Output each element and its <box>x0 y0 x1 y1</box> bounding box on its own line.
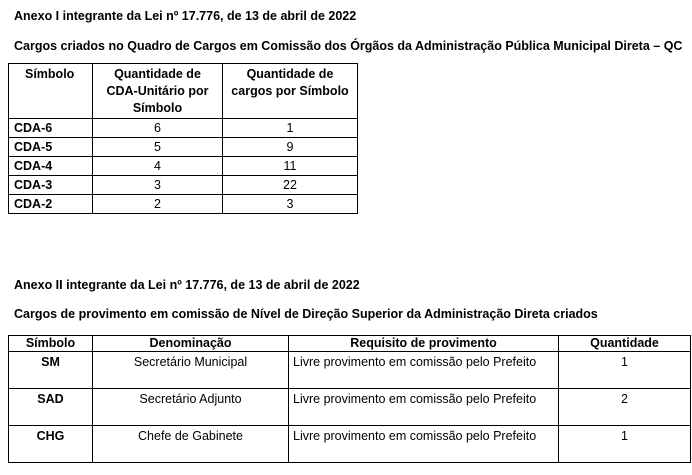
cell-requisito: Livre provimento em comissão pelo Prefeito <box>289 352 559 389</box>
cell-requisito: Livre provimento em comissão pelo Prefeito <box>289 426 559 463</box>
table-header-row <box>9 64 358 119</box>
annex2-title: Anexo II integrante da Lei nº 17.776, de 13 de abril de 2022 <box>14 278 360 292</box>
annex1-title: Anexo I integrante da Lei nº 17.776, de 13 de abril de 2022 <box>14 9 357 23</box>
header-quantidade-cda: Quantidade de CDA-Unitário por Símbolo <box>93 64 223 119</box>
cell-simbolo: SM <box>9 352 93 389</box>
table-header-row <box>9 336 691 352</box>
header-denominacao: Denominação <box>93 336 289 352</box>
cell-simbolo: CDA-5 <box>9 138 93 157</box>
cell-cargos: 3 <box>223 195 358 214</box>
cell-quantidade: 2 <box>559 389 691 426</box>
cell-cda: 4 <box>93 157 223 176</box>
header-quantidade: Quantidade <box>559 336 691 352</box>
cell-simbolo: CHG <box>9 426 93 463</box>
header-requisito: Requisito de provimento <box>289 336 559 352</box>
table-row <box>9 138 358 157</box>
annex1-subtitle: Cargos criados no Quadro de Cargos em Comissão dos Órgãos da Administração Pública Municipal Direta – QC <box>14 39 683 53</box>
cell-cargos: 11 <box>223 157 358 176</box>
header-simbolo: Símbolo <box>9 336 93 352</box>
table-row <box>9 119 358 138</box>
cell-cargos: 1 <box>223 119 358 138</box>
cell-cda: 3 <box>93 176 223 195</box>
cell-simbolo: CDA-3 <box>9 176 93 195</box>
cell-cda: 6 <box>93 119 223 138</box>
cell-simbolo: CDA-2 <box>9 195 93 214</box>
annex1-table <box>8 63 358 214</box>
table-row <box>9 389 691 426</box>
annex2-table <box>8 335 691 463</box>
cell-simbolo: CDA-6 <box>9 119 93 138</box>
header-simbolo: Símbolo <box>9 64 93 119</box>
table-row <box>9 352 691 389</box>
cell-cargos: 22 <box>223 176 358 195</box>
cell-requisito: Livre provimento em comissão pelo Prefeito <box>289 389 559 426</box>
cell-simbolo: CDA-4 <box>9 157 93 176</box>
cell-quantidade: 1 <box>559 352 691 389</box>
annex2-subtitle: Cargos de provimento em comissão de Nível de Direção Superior da Administração Direta criados <box>14 307 598 321</box>
cell-denominacao: Secretário Adjunto <box>93 389 289 426</box>
cell-cargos: 9 <box>223 138 358 157</box>
table-row <box>9 176 358 195</box>
cell-denominacao: Chefe de Gabinete <box>93 426 289 463</box>
header-quantidade-cargos: Quantidade de cargos por Símbolo <box>223 64 358 119</box>
cell-quantidade: 1 <box>559 426 691 463</box>
table-row <box>9 426 691 463</box>
table-row <box>9 195 358 214</box>
cell-denominacao: Secretário Municipal <box>93 352 289 389</box>
cell-simbolo: SAD <box>9 389 93 426</box>
cell-cda: 2 <box>93 195 223 214</box>
table-row <box>9 157 358 176</box>
cell-cda: 5 <box>93 138 223 157</box>
